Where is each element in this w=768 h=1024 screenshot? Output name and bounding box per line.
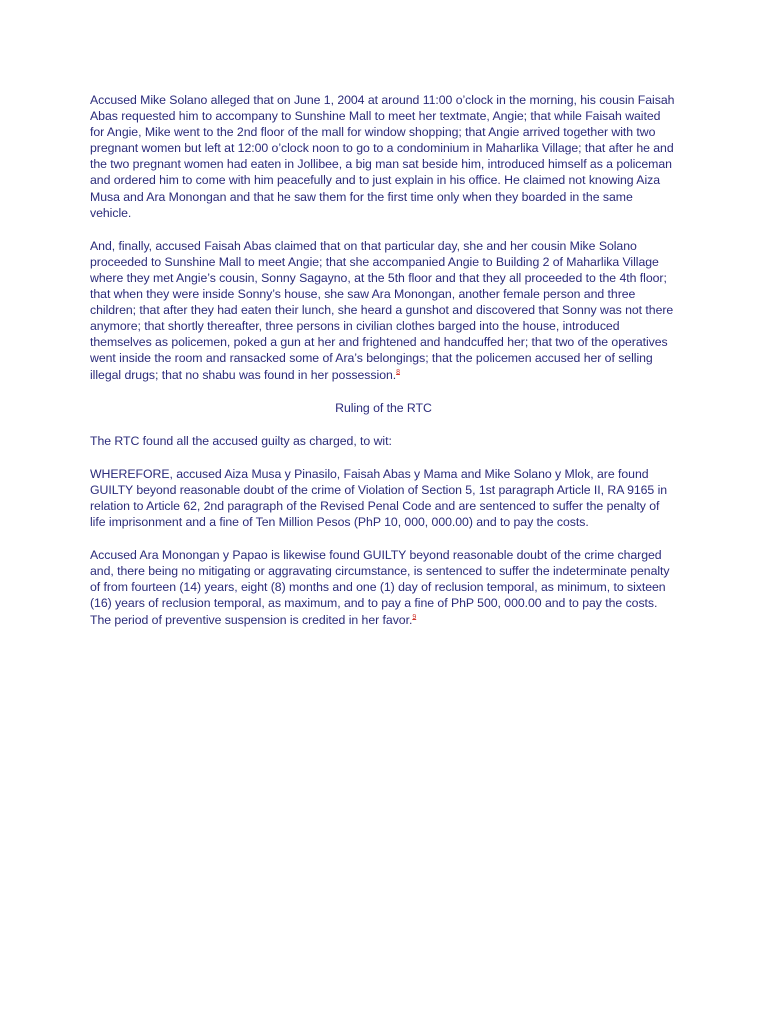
paragraph-wherefore: WHEREFORE, accused Aiza Musa y Pinasilo, Faisah Abas y Mama and Mike Solano y Mlok, are found GUILTY beyond reasonable doubt of the crime of Violation of Section 5, 1st paragraph Article II, RA 9165 in relation to Article 62, 2nd paragraph of the Revised Penal Code and are sentenced to suffer the penalty of life imprisonment and a fine of Ten Million Pesos (PhP 10, 000, 000.00) and to pay the costs. [90, 466, 668, 530]
paragraph-solano-testimony [90, 92, 677, 221]
document-page [90, 92, 677, 645]
paragraph-monongan-ruling [90, 547, 677, 627]
paragraph-abas-testimony [90, 238, 677, 383]
paragraph-text: Accused Mike Solano alleged that on June 1, 2004 at around 11:00 o’clock in the morning, his cousin Faisah Abas requested him to accompany to Sunshine Mall to meet her textmate, Angie; that while Faisah waited for Angie, Mike went to the 2nd floor of the mall for window shopping; that Angie arrived together with two pregnant women but left at 12:00 o’clock noon to go to a condominium in Maharlika Village; that after he and the two pregnant women had eaten in Jollibee, a big man sat beside him, introduced himself as a policeman and ordered him to come with him peacefully and to just explain in his office. He claimed not knowing Aiza Musa and Ara Monongan and that he saw them for the first time only when they boarded in the same vehicle. [90, 93, 675, 220]
paragraph-text: And, finally, accused Faisah Abas claimed that on that particular day, she and her cousin Mike Solano proceeded to Sunshine Mall to meet Angie; that she accompanied Angie to Building 2 of Maharlika Village where they met Angie’s cousin, Sonny Sagayno, at the 5th floor and that they all proceeded to the 4th floor; that when they were inside Sonny’s house, she saw Ara Monongan, another female person and three children; that after they had eaten their lunch, she heard a gunshot and discovered that Sonny was not there anymore; that shortly thereafter, three persons in civilian clothes barged into the house, introduced themselves as policemen, poked a gun at her and frightened and handcuffed her; that two of the operatives went inside the room and ransacked some of Ara’s belongings; that the policemen accused her of selling illegal drugs; that no shabu was found in her possession. [90, 238, 674, 382]
footnote-link[interactable]: 8 [396, 368, 400, 376]
section-heading: Ruling of the RTC [335, 400, 432, 415]
footnote-link[interactable]: 9 [412, 613, 417, 621]
paragraph-text: Accused Ara Monongan y Papao is likewise found GUILTY beyond reasonable doubt of the crime charged and, there being no mitigating or aggravating circumstance, is sentenced to suffer the indeterminate penalty of from fourteen (14) years, eight (8) months and one (1) day of reclusion temporal, as minimum, to sixteen (16) years of reclusion temporal, as maximum, and to pay a fine of PhP 500, 000.00 and to pay the costs. The period of preventive suspension is credited in her favor. [90, 548, 670, 627]
paragraph-rtc-intro: The RTC found all the accused guilty as charged, to wit: [90, 433, 392, 448]
